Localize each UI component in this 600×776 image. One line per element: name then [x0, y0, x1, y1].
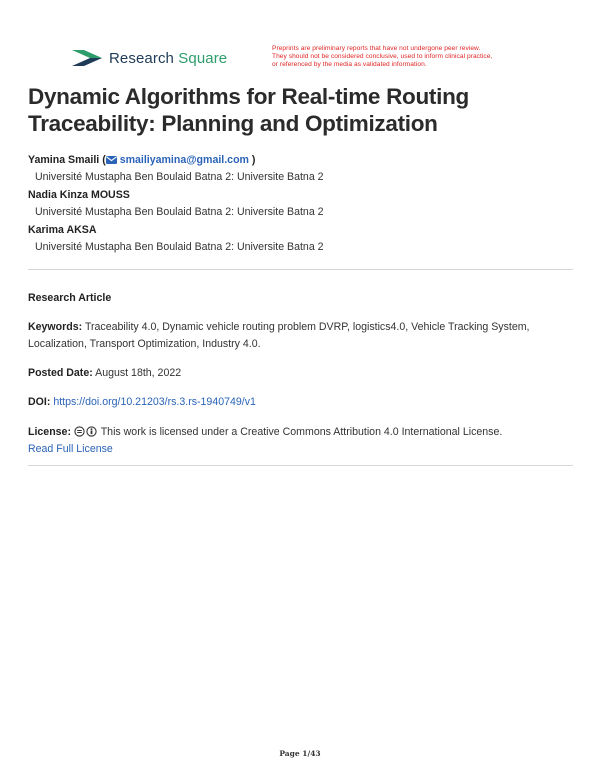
divider — [28, 465, 573, 466]
author-affiliation: Université Mustapha Ben Boulaid Batna 2: Universite Batna 2 — [35, 241, 324, 253]
author-list — [28, 152, 578, 257]
author-affiliation: Université Mustapha Ben Boulaid Batna 2: Universite Batna 2 — [35, 171, 324, 183]
license-text: This work is licensed under a Creative Commons Attribution 4.0 International License. — [100, 426, 503, 438]
author-name: Nadia Kinza MOUSS — [28, 189, 130, 201]
keywords — [28, 319, 578, 352]
page-number: Page 1/43 — [279, 749, 321, 758]
author-email: smailiyamina@gmail.com — [119, 154, 249, 166]
paren: ) — [251, 154, 256, 166]
license — [28, 424, 578, 457]
envelope-icon — [106, 156, 117, 164]
author-name-text: Yamina Smaili — [28, 154, 100, 166]
author-email-link[interactable] — [106, 154, 249, 166]
doi-link[interactable]: https://doi.org/10.21203/rs.3.rs-1940749/v1 — [53, 396, 256, 408]
research-square-logo-icon — [72, 47, 102, 69]
posted-date-value: August 18th, 2022 — [95, 367, 182, 379]
notice-line: Preprints are preliminary reports that have not undergone peer review. — [272, 45, 481, 52]
keywords-value: Traceability 4.0, Dynamic vehicle routing problem DVRP, logistics4.0, Vehicle Tracking System, Localization, Transport Optimization, Industry 4.0. — [28, 321, 530, 350]
logo-text-square: Square — [178, 49, 228, 67]
paren: ( — [102, 154, 106, 166]
logo-text-research: Research — [109, 49, 174, 67]
author-name — [28, 152, 578, 168]
paper-title: Dynamic Algorithms for Real-time Routing Traceability: Planning and Optimization — [28, 84, 469, 136]
creative-commons-by-icon — [74, 426, 98, 437]
posted-date-label: Posted Date: — [28, 367, 93, 379]
author-affiliation: Université Mustapha Ben Boulaid Batna 2: Universite Batna 2 — [35, 206, 324, 218]
keywords-label: Keywords: — [28, 321, 83, 333]
notice-line: or referenced by the media as validated information. — [272, 61, 427, 69]
preprint-notice — [272, 45, 542, 70]
article-type-label: Research Article — [28, 292, 112, 304]
doi — [28, 394, 578, 411]
divider — [28, 269, 573, 270]
author-name: Karima AKSA — [28, 224, 97, 236]
license-label: License: — [28, 426, 71, 438]
research-square-logo[interactable] — [72, 47, 227, 69]
logo-text — [109, 50, 227, 67]
notice-line: They should not be considered conclusive, used to inform clinical practice, — [272, 53, 493, 61]
posted-date — [28, 365, 578, 382]
read-full-license-link[interactable]: Read Full License — [28, 442, 113, 455]
doi-label: DOI: — [28, 396, 51, 408]
article-type — [28, 290, 578, 307]
